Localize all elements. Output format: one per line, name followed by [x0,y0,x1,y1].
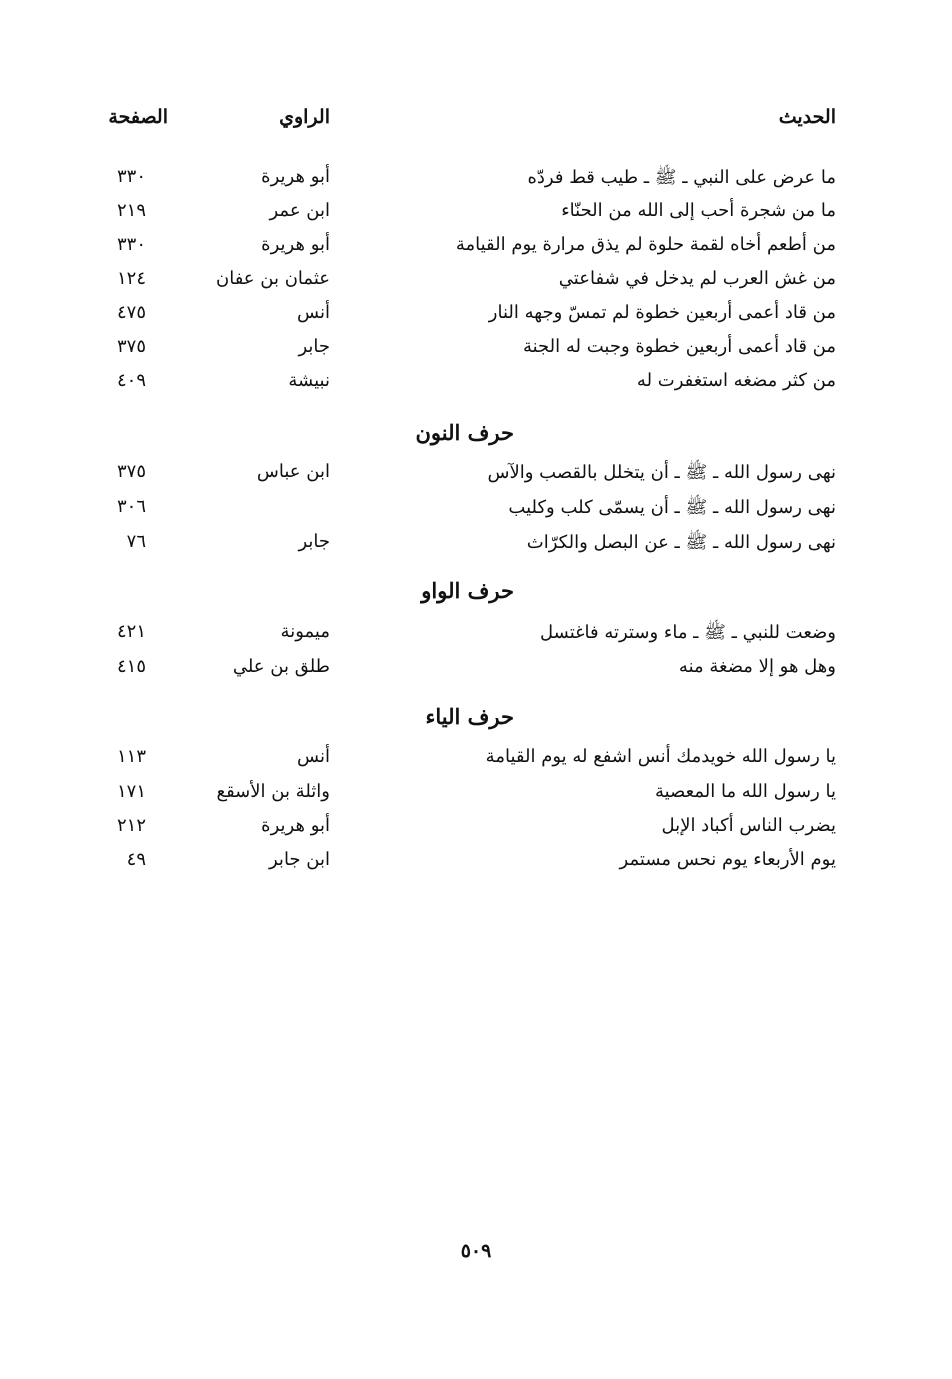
page-number-footer: ٥٠٩ [460,1240,492,1262]
hadith-text: ما عرض على النبي ـ ﷺ ـ طيب قط فردّه [527,167,836,188]
page-number: ٤٢١ [116,621,146,642]
hadith-text: وضعت للنبي ـ ﷺ ـ ماء وسترته فاغتسل [540,622,836,643]
table-row [0,781,952,813]
narrator-name: ابن عمر [269,200,330,221]
page-number: ٣٣٠ [116,166,146,187]
table-row [0,849,952,881]
column-header-page: الصفحة [108,106,168,128]
narrator-name: أبو هريرة [261,166,330,187]
page-number: ٢١٢ [116,815,146,836]
table-row [0,656,952,688]
hadith-text: من أطعم أخاه لقمة حلوة لم يذق مرارة يوم القيامة [455,234,836,255]
hadith-text: يضرب الناس أكباد الإبل [661,815,836,836]
narrator-name: ابن جابر [269,849,330,870]
table-row [0,268,952,300]
hadith-text: وهل هو إلا مضغة منه [678,656,836,677]
page-number: ١٧١ [116,781,146,802]
narrator-name: ابن عباس [256,461,330,482]
table-row [0,336,952,368]
table-row [0,496,952,528]
narrator-name: واثلة بن الأسقع [216,781,330,802]
page-number: ١١٣ [116,746,146,767]
narrator-name: أبو هريرة [261,815,330,836]
column-header-narrator: الراوي [279,106,330,128]
table-row [0,200,952,232]
table-row [0,166,952,198]
table-row [0,234,952,266]
hadith-text: من كثر مضغه استغفرت له [636,370,836,391]
page-number: ٣٧٥ [116,336,146,357]
page-number: ٤١٥ [116,656,146,677]
narrator-name: نبيشة [288,370,330,391]
table-row [0,531,952,563]
hadith-text: نهى رسول الله ـ ﷺ ـ أن يسمّى كلب وكليب [508,497,836,518]
narrator-name: جابر [298,531,330,552]
table-row [0,370,952,402]
page-number: ١٢٤ [116,268,146,289]
hadith-text: نهى رسول الله ـ ﷺ ـ عن البصل والكرّاث [526,532,836,553]
narrator-name: أنس [297,746,330,767]
narrator-name: طلق بن علي [232,656,330,677]
hadith-text: نهى رسول الله ـ ﷺ ـ أن يتخلل بالقصب والآس [487,462,836,483]
page-number: ٣٣٠ [116,234,146,255]
table-row [0,302,952,334]
column-header-hadith: الحديث [778,106,836,128]
narrator-name: ميمونة [280,621,330,642]
narrator-name: جابر [298,336,330,357]
page-number: ٤٠٩ [116,370,146,391]
section-heading: حرف النون [415,420,514,445]
hadith-text: يوم الأربعاء يوم نحس مستمر [619,849,836,870]
section-heading: حرف الواو [421,578,514,603]
hadith-text: من قاد أعمى أربعين خطوة لم تمسّ وجهه النار [488,302,836,323]
hadith-text: يا رسول الله خويدمك أنس اشفع له يوم القيامة [485,746,836,767]
page-number: ٧٦ [126,531,146,552]
narrator-name: أنس [297,302,330,323]
hadith-text: يا رسول الله ما المعصية [654,781,836,802]
table-row [0,815,952,847]
table-row [0,621,952,653]
section-heading: حرف الياء [425,704,514,729]
hadith-text: ما من شجرة أحب إلى الله من الحنّاء [561,200,836,221]
table-row [0,746,952,778]
narrator-name: أبو هريرة [261,234,330,255]
page-number: ٣٠٦ [116,496,146,517]
hadith-text: من قاد أعمى أربعين خطوة وجبت له الجنة [522,336,836,357]
hadith-text: من غش العرب لم يدخل في شفاعتي [558,268,836,289]
page-number: ٤٧٥ [116,302,146,323]
page-number: ٤٩ [126,849,146,870]
narrator-name: عثمان بن عفان [216,268,330,289]
page-number: ٣٧٥ [116,461,146,482]
page-number: ٢١٩ [116,200,146,221]
table-row [0,461,952,493]
